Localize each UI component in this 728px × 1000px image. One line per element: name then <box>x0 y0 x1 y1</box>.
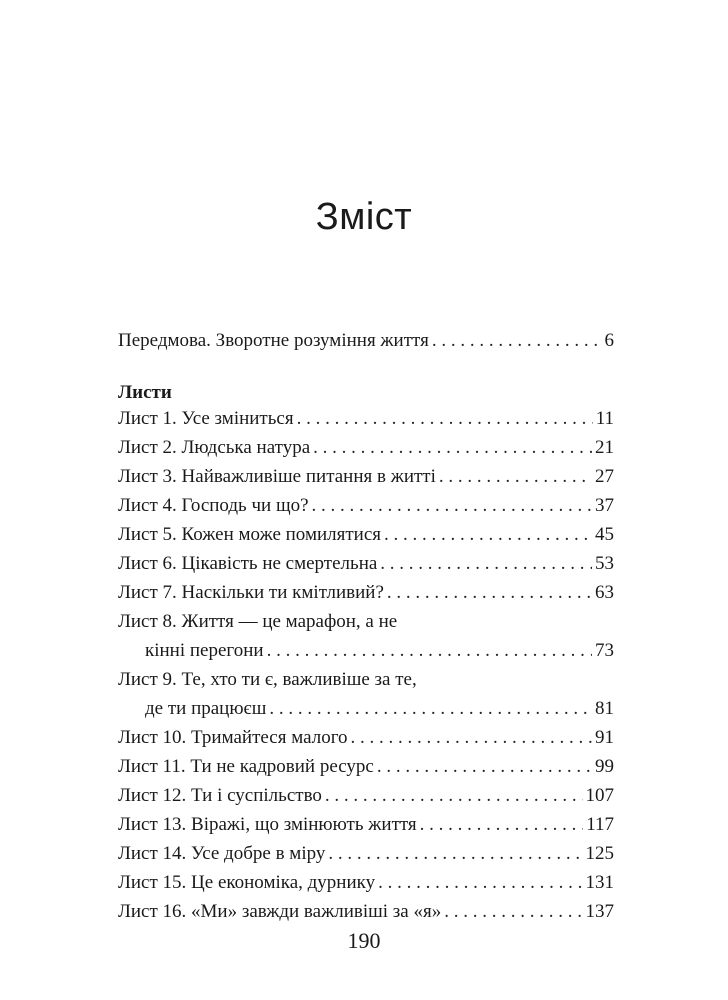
toc-entry-letter-7 <box>118 578 614 607</box>
toc-entry-label: Лист 4. Господь чи що? <box>118 495 309 516</box>
toc-entry-letter-5 <box>118 520 614 549</box>
toc-entry-page: 107 <box>585 785 614 806</box>
toc-entry-page: 125 <box>585 843 614 864</box>
toc-entry-letter-8-line1: Лист 8. Життя — це марафон, а не <box>118 611 398 632</box>
toc-entry-label: Лист 15. Це економіка, дурнику <box>118 872 376 893</box>
toc-entry-preface <box>118 326 614 355</box>
dot-leader <box>328 839 582 868</box>
dot-leader <box>380 549 592 578</box>
toc-entry-letter-16 <box>118 897 614 926</box>
toc-entry-letter-1 <box>118 404 614 433</box>
toc-entry-label: кінні перегони <box>145 640 264 661</box>
toc-entry-label: Лист 10. Тримайтеся малого <box>118 727 348 748</box>
toc-entry-page: 6 <box>604 330 614 351</box>
toc-entry-page: 91 <box>595 727 614 748</box>
dot-leader <box>420 810 584 839</box>
dot-leader <box>351 723 592 752</box>
toc-entry-letter-14 <box>118 839 614 868</box>
toc-entry-label: Лист 14. Усе добре в міру <box>118 843 326 864</box>
toc-entry-letter-11 <box>118 752 614 781</box>
toc-entry-page: 27 <box>595 466 614 487</box>
toc-preface <box>118 326 614 355</box>
toc-entry-label: Лист 2. Людська натура <box>118 437 311 458</box>
toc-entry-label: Лист 11. Ти не кадровий ресурс <box>118 756 374 777</box>
dot-leader <box>378 868 582 897</box>
dot-leader <box>312 491 592 520</box>
toc-entry-letter-10 <box>118 723 614 752</box>
page-title: Зміст <box>315 196 413 238</box>
page-number: 190 <box>347 928 381 953</box>
dot-leader <box>439 462 592 491</box>
toc-entry-page: 11 <box>595 408 614 429</box>
dot-leader <box>297 404 593 433</box>
toc-entry-page: 117 <box>586 814 614 835</box>
toc-letters-list <box>118 404 614 926</box>
toc-entry-label: Лист 6. Цікавість не смертельна <box>118 553 378 574</box>
toc-entry-page: 53 <box>595 553 614 574</box>
toc-entry-page: 131 <box>585 872 614 893</box>
toc-entry-letter-9-line1: Лист 9. Те, хто ти є, важливіше за те, <box>118 669 417 690</box>
dot-leader <box>384 520 592 549</box>
toc-entry-label: Лист 13. Віражі, що змінюють життя <box>118 814 417 835</box>
dot-leader <box>377 752 592 781</box>
toc-entry-letter-13 <box>118 810 614 839</box>
toc-entry-letter-12 <box>118 781 614 810</box>
dot-leader <box>432 326 602 355</box>
toc-entry-label: Лист 1. Усе зміниться <box>118 408 294 429</box>
toc-entry-label: Лист 7. Наскільки ти кмітливий? <box>118 582 384 603</box>
toc-entry-label: Лист 16. «Ми» завжди важливіші за «я» <box>118 901 442 922</box>
toc-entry-page: 99 <box>595 756 614 777</box>
toc-entry-page: 37 <box>595 495 614 516</box>
toc-entry-letter-6 <box>118 549 614 578</box>
section-heading-letters: Листи <box>118 382 172 403</box>
toc-entry-letter-15 <box>118 868 614 897</box>
toc-entry-page: 81 <box>595 698 614 719</box>
dot-leader <box>444 897 582 926</box>
dot-leader <box>269 694 592 723</box>
toc-entry-letter-3 <box>118 462 614 491</box>
toc-entry-letter-8 <box>118 636 614 665</box>
toc-entry-label: Лист 5. Кожен може помилятися <box>118 524 381 545</box>
toc-entry-page: 137 <box>585 901 614 922</box>
toc-entry-page: 73 <box>595 640 614 661</box>
toc-entry-page: 45 <box>595 524 614 545</box>
toc-entry-letter-9 <box>118 694 614 723</box>
dot-leader <box>313 433 592 462</box>
toc-entry-label: Лист 3. Найважливіше питання в житті <box>118 466 436 487</box>
dot-leader <box>267 636 592 665</box>
toc-entry-label: де ти працюєш <box>145 698 267 719</box>
toc-entry-letter-2 <box>118 433 614 462</box>
toc-entry-letter-4 <box>118 491 614 520</box>
toc-entry-page: 21 <box>595 437 614 458</box>
dot-leader <box>325 781 583 810</box>
toc-entry-label: Лист 12. Ти і суспільство <box>118 785 322 806</box>
toc-entry-label: Передмова. Зворотне розуміння життя <box>118 330 429 351</box>
toc-entry-page: 63 <box>595 582 614 603</box>
dot-leader <box>387 578 592 607</box>
